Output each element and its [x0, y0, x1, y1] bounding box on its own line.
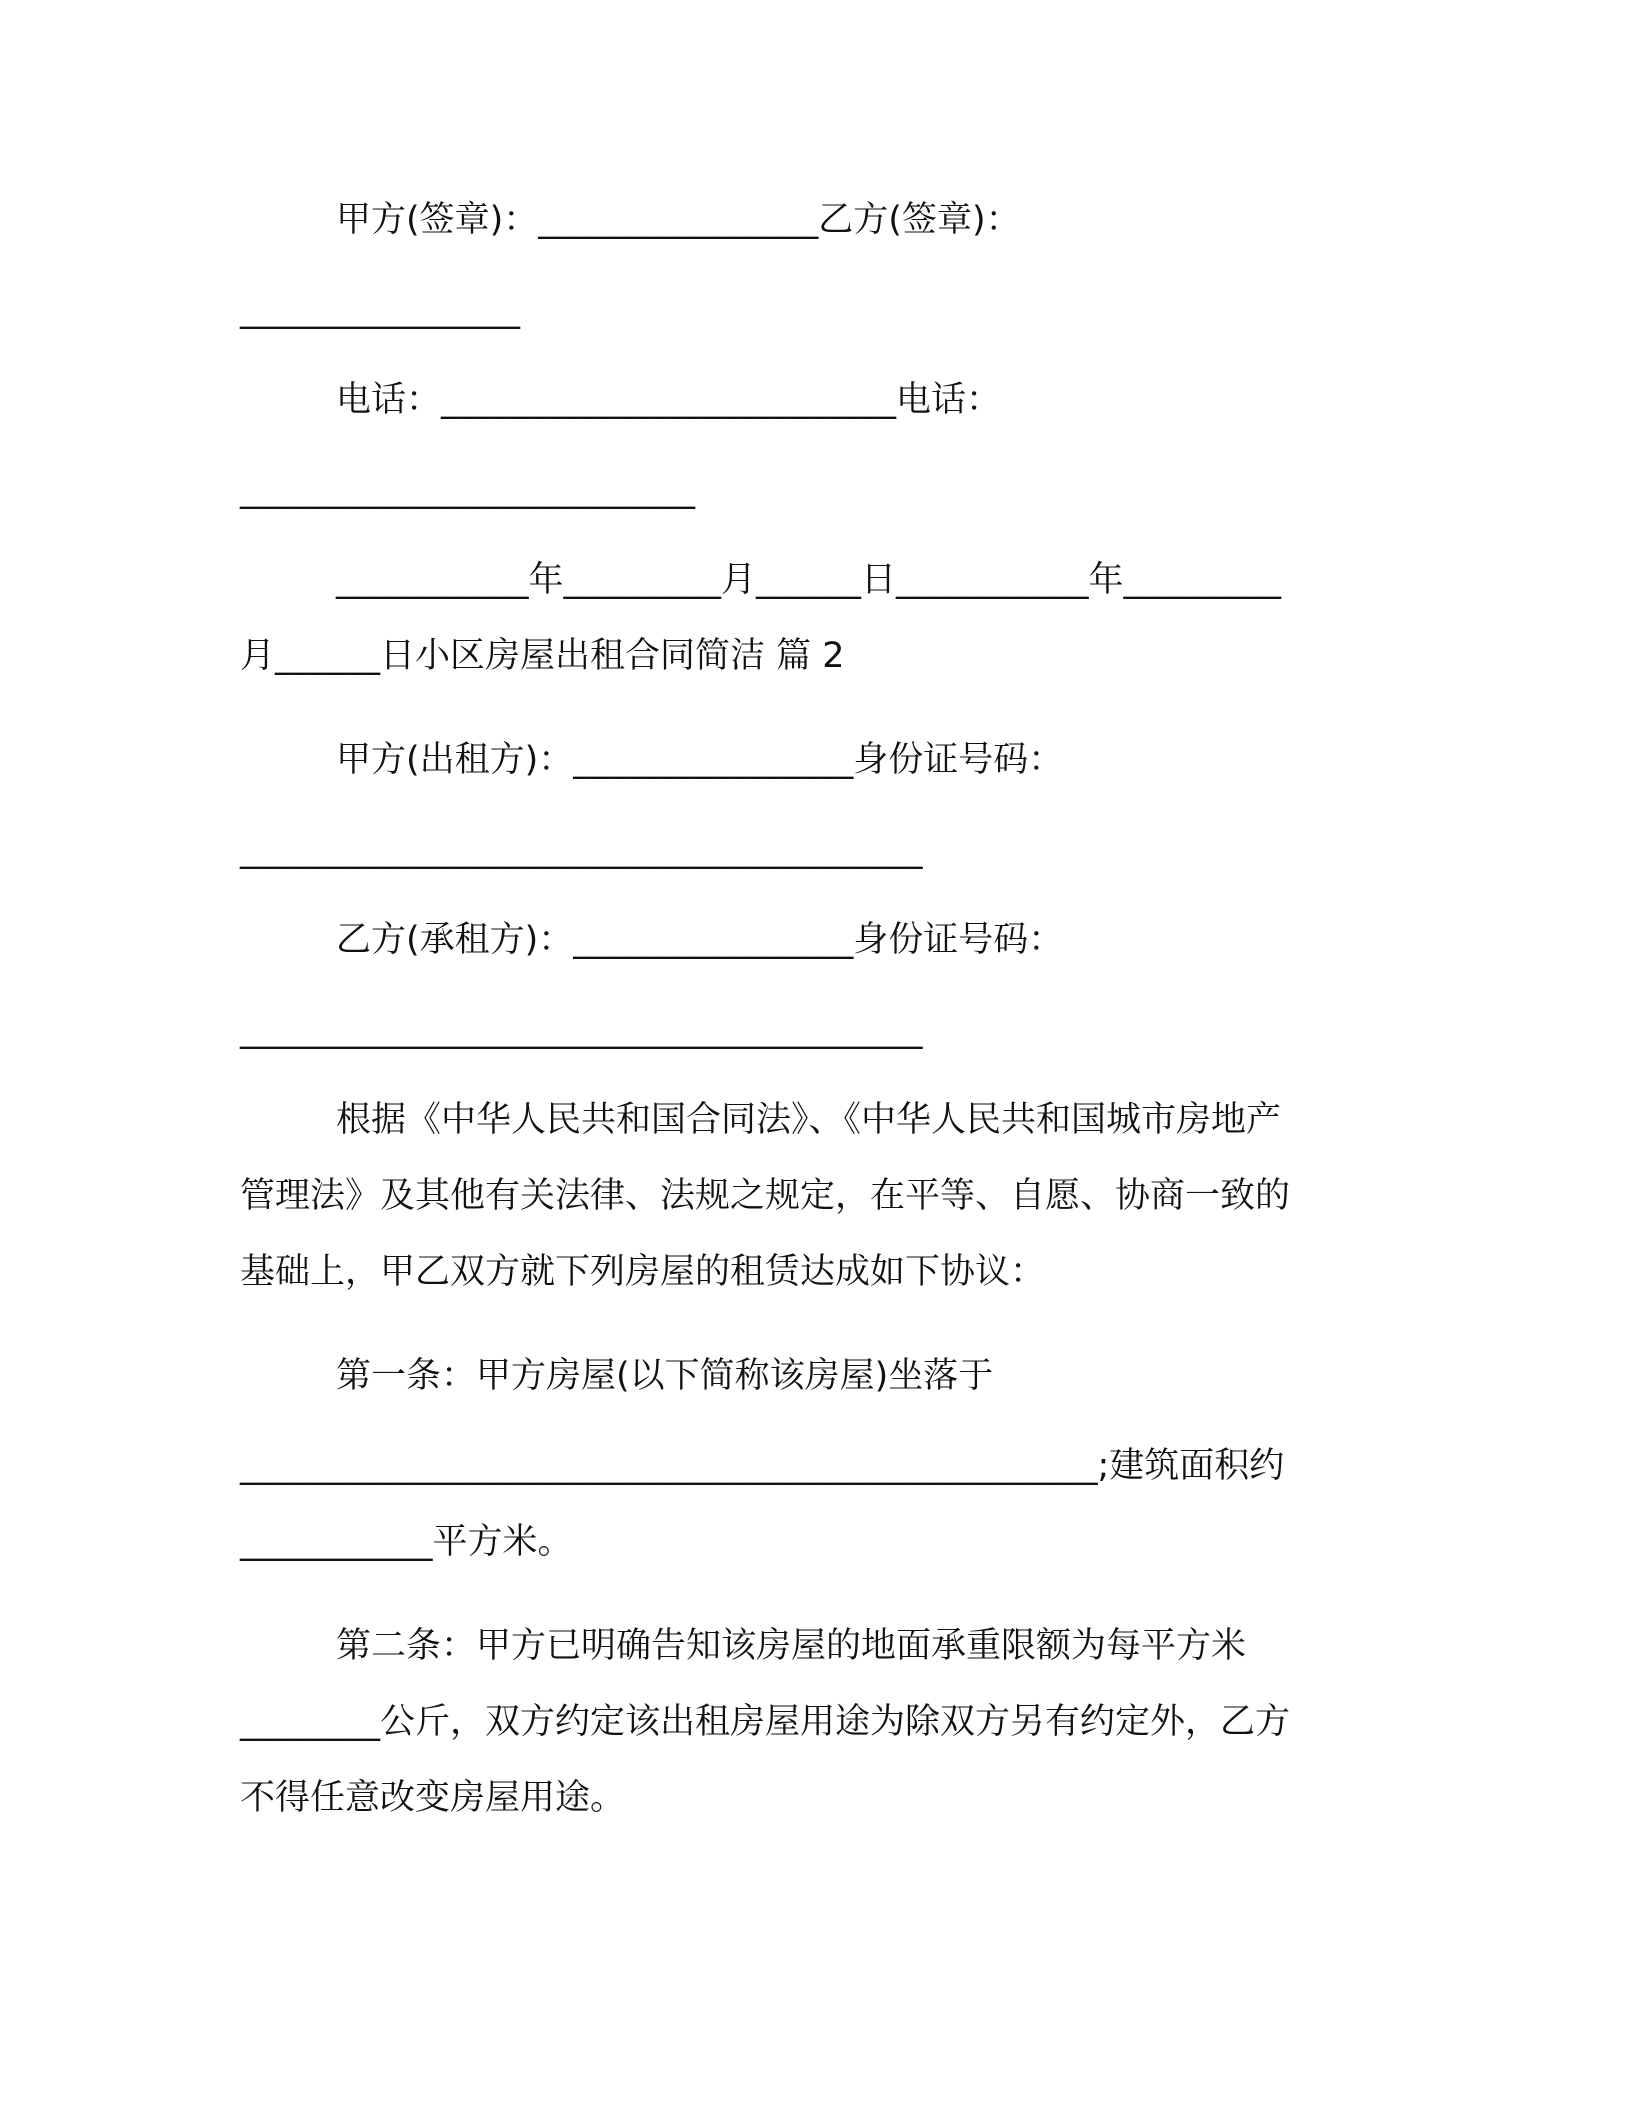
phone-line: 电话：__________________________电话：	[336, 380, 1002, 420]
article-2-line-2: ________公斤，双方约定该出租房屋用途为除双方另有约定外，乙方	[240, 1702, 1291, 1742]
article-1-line-2: _________________________________________________;建筑面积约	[240, 1446, 1285, 1486]
article-2-line-1: 第二条：甲方已明确告知该房屋的地面承重限额为每平方米	[336, 1626, 1247, 1666]
lessor-line: 甲方(出租方)：________________身份证号码：	[336, 740, 1064, 780]
article-1-line-1: 第一条：甲方房屋(以下简称该房屋)坐落于	[336, 1356, 994, 1396]
lessee-line: 乙方(承租方)：________________身份证号码：	[336, 920, 1064, 960]
preamble-paragraph-line-2: 管理法》及其他有关法律、法规之规定，在平等、自愿、协商一致的	[240, 1176, 1291, 1216]
phone-line-continued: __________________________	[240, 470, 695, 510]
preamble-paragraph-line-1: 根据《中华人民共和国合同法》、《中华人民共和国城市房地产	[336, 1100, 1282, 1140]
lessee-id-line: _______________________________________	[240, 1010, 923, 1050]
signature-line-continued: ________________	[240, 290, 520, 330]
preamble-paragraph-line-3: 基础上，甲乙双方就下列房屋的租赁达成如下协议：	[240, 1252, 1046, 1292]
signature-line-party-a-b: 甲方(签章)：________________乙方(签章)：	[336, 200, 1021, 240]
section-title-line: 月______日小区房屋出租合同简洁 篇 2	[240, 636, 845, 676]
date-line: ___________年_________月______日___________年_________	[336, 560, 1282, 600]
article-1-line-3: ___________平方米。	[240, 1522, 573, 1562]
lessor-id-line: _______________________________________	[240, 830, 923, 870]
article-2-line-3: 不得任意改变房屋用途。	[240, 1778, 626, 1818]
